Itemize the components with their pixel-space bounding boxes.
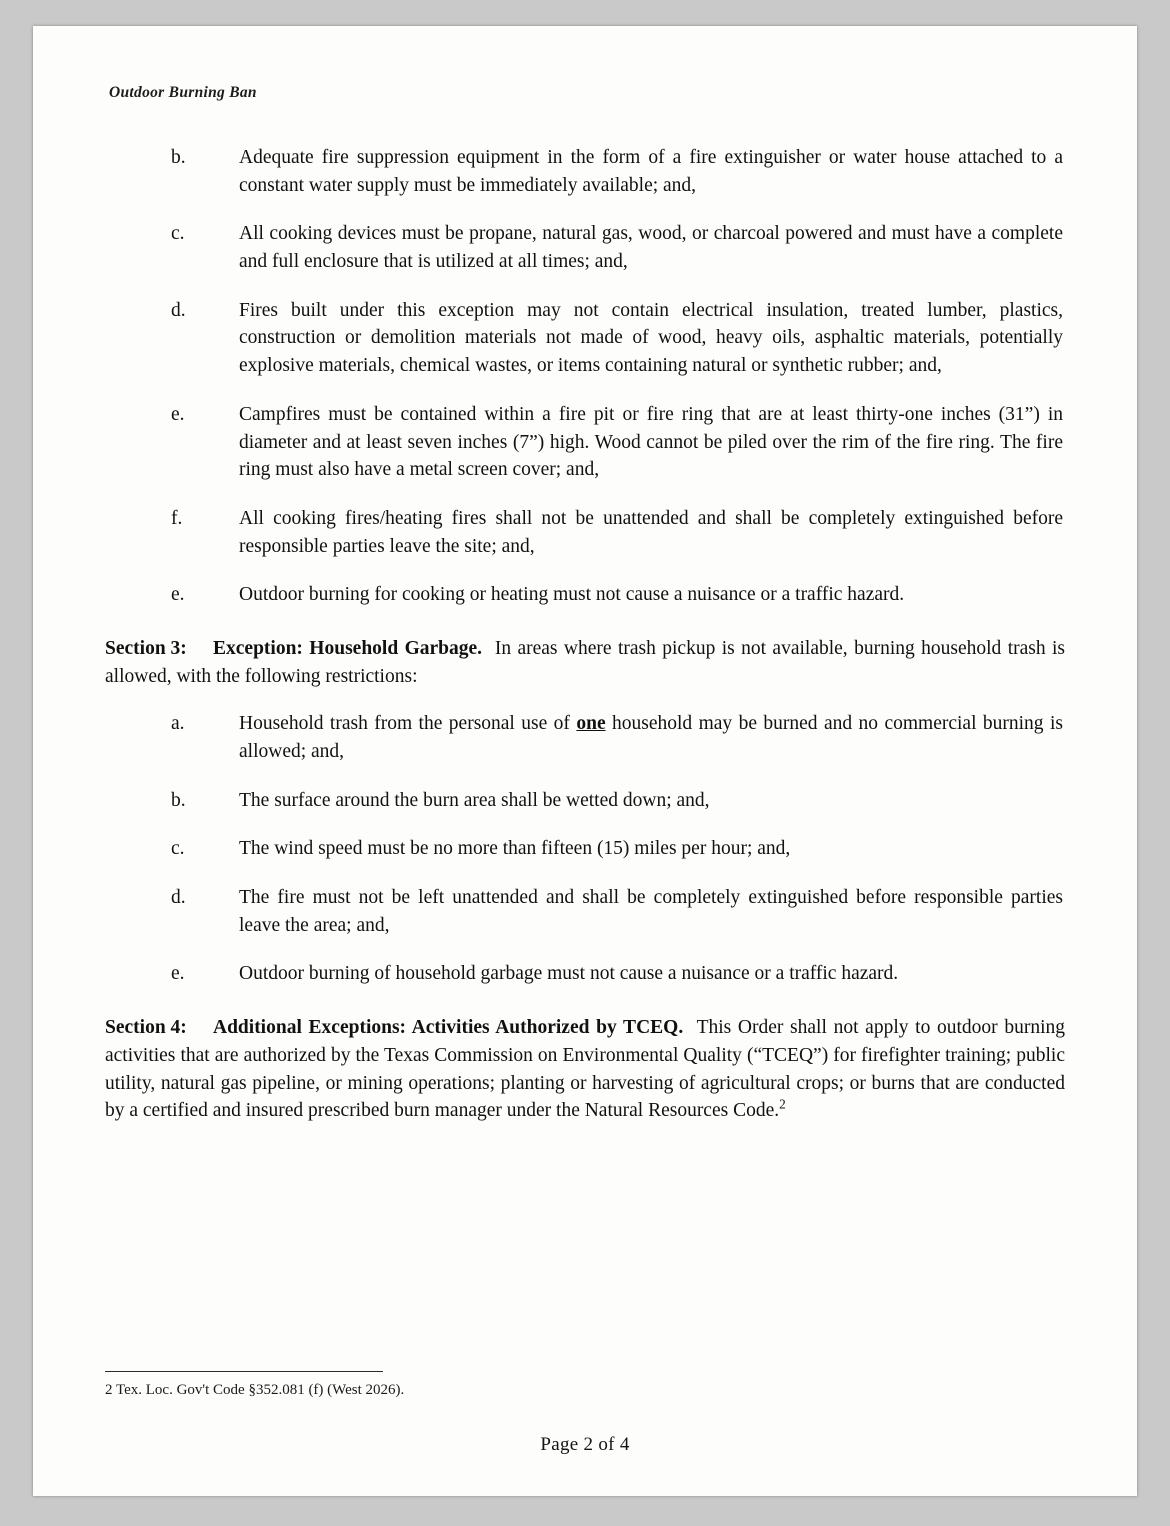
list-item-text: The fire must not be left unattended and shall be completely extinguished before responsible parties leave the area; and, xyxy=(239,887,1063,936)
list-item-text: Outdoor burning for cooking or heating must not cause a nuisance or a traffic hazard. xyxy=(239,584,905,606)
list-item-text: Fires built under this exception may not contain electrical insulation, treated lumber, plastics, construction or demolition materials not made of wood, heavy oils, asphaltic materials, potentially explosive materials, chemical wastes, or items containing natural or synthetic rubber; and, xyxy=(239,299,1063,377)
section-4-label: Section 4: xyxy=(105,1017,187,1039)
footnote-reference: 2 xyxy=(779,1096,786,1112)
list-item xyxy=(171,960,1063,988)
section-3-paragraph xyxy=(105,635,1065,690)
list-item-text-after: household may be burned and no commercial burning is allowed; and, xyxy=(239,713,1063,762)
list-item-letter: f. xyxy=(171,507,183,529)
list-item-text: Outdoor burning of household garbage must not cause a nuisance or a traffic hazard. xyxy=(239,963,899,985)
footnote-area xyxy=(105,1371,1065,1401)
list-item-text: All cooking fires/heating fires shall not be unattended and shall be completely extinguished before responsible parties leave the site; and, xyxy=(239,507,1063,557)
list-item-emphasis: one xyxy=(576,713,606,735)
footnote-divider xyxy=(105,1371,383,1372)
list-item xyxy=(171,835,1063,863)
document-page xyxy=(33,26,1137,1496)
list-item-letter: c. xyxy=(171,223,185,245)
list-item-letter: b. xyxy=(171,147,186,168)
list-item xyxy=(171,884,1063,939)
list-item-letter: d. xyxy=(171,299,186,321)
running-header: Outdoor Burning Ban xyxy=(109,84,257,101)
page-content xyxy=(33,26,1137,1496)
list-item-text xyxy=(239,710,1063,765)
list-item-letter: d. xyxy=(171,887,186,909)
list-item-text-before: Household trash from the personal use of xyxy=(239,713,577,735)
section-4-title: Additional Exceptions: Activities Authorized by TCEQ. xyxy=(213,1017,684,1039)
document-body xyxy=(105,144,1065,1125)
page-number: Page 2 of 4 xyxy=(540,1434,630,1455)
list-item-text: All cooking devices must be propane, natural gas, wood, or charcoal powered and must have a complete and full enclosure that is utilized at all times; and, xyxy=(239,223,1063,273)
list-item-text: Campfires must be contained within a fire pit or fire ring that are at least thirty-one inches (31”) in diameter and at least seven inches (7”) high. Wood cannot be piled over the rim of the fire ring. The fire ring must also have a metal screen cover; and, xyxy=(239,403,1063,481)
list-item xyxy=(171,401,1063,484)
section-3-body: In areas where trash pickup is not available, burning household trash is allowed, with the following restrictions: xyxy=(105,637,1066,687)
section-4-body: This Order shall not apply to outdoor burning activities that are authorized by the Texas Commission on Environmental Quality (“TCEQ”) for firefighter training; public utility, natural gas pipeline, or mining operations; planting or harvesting of agricultural crops; or burns that are conducted by a certified and insured prescribed burn manager under the Natural Resources Code. xyxy=(105,1017,1066,1122)
section-4-paragraph xyxy=(105,1014,1065,1125)
list-item-letter: a. xyxy=(171,713,185,735)
list-item-text: The surface around the burn area shall be wetted down; and, xyxy=(239,789,710,811)
list-item xyxy=(171,297,1063,380)
list-item-letter: e. xyxy=(171,403,185,425)
list-item xyxy=(171,505,1063,560)
list-item-text: Adequate fire suppression equipment in the form of a fire extinguisher or water house attached to a constant water supply must be immediately available; and, xyxy=(239,147,1063,196)
list-item xyxy=(171,787,1063,815)
section-3-label: Section 3: xyxy=(105,637,187,659)
list-item xyxy=(171,144,1063,199)
list-item xyxy=(171,581,1063,609)
list-item xyxy=(171,220,1063,275)
list-item xyxy=(171,710,1063,765)
list-item-text: The wind speed must be no more than fifteen (15) miles per hour; and, xyxy=(239,838,791,860)
list-item-letter: c. xyxy=(171,838,185,860)
footnote-text: 2 Tex. Loc. Gov't Code §352.081 (f) (West 2026). xyxy=(105,1381,405,1398)
list-item-letter: e. xyxy=(171,584,185,606)
list-item-letter: b. xyxy=(171,789,186,811)
section-3-title: Exception: Household Garbage. xyxy=(213,637,483,659)
list-item-letter: e. xyxy=(171,963,185,985)
